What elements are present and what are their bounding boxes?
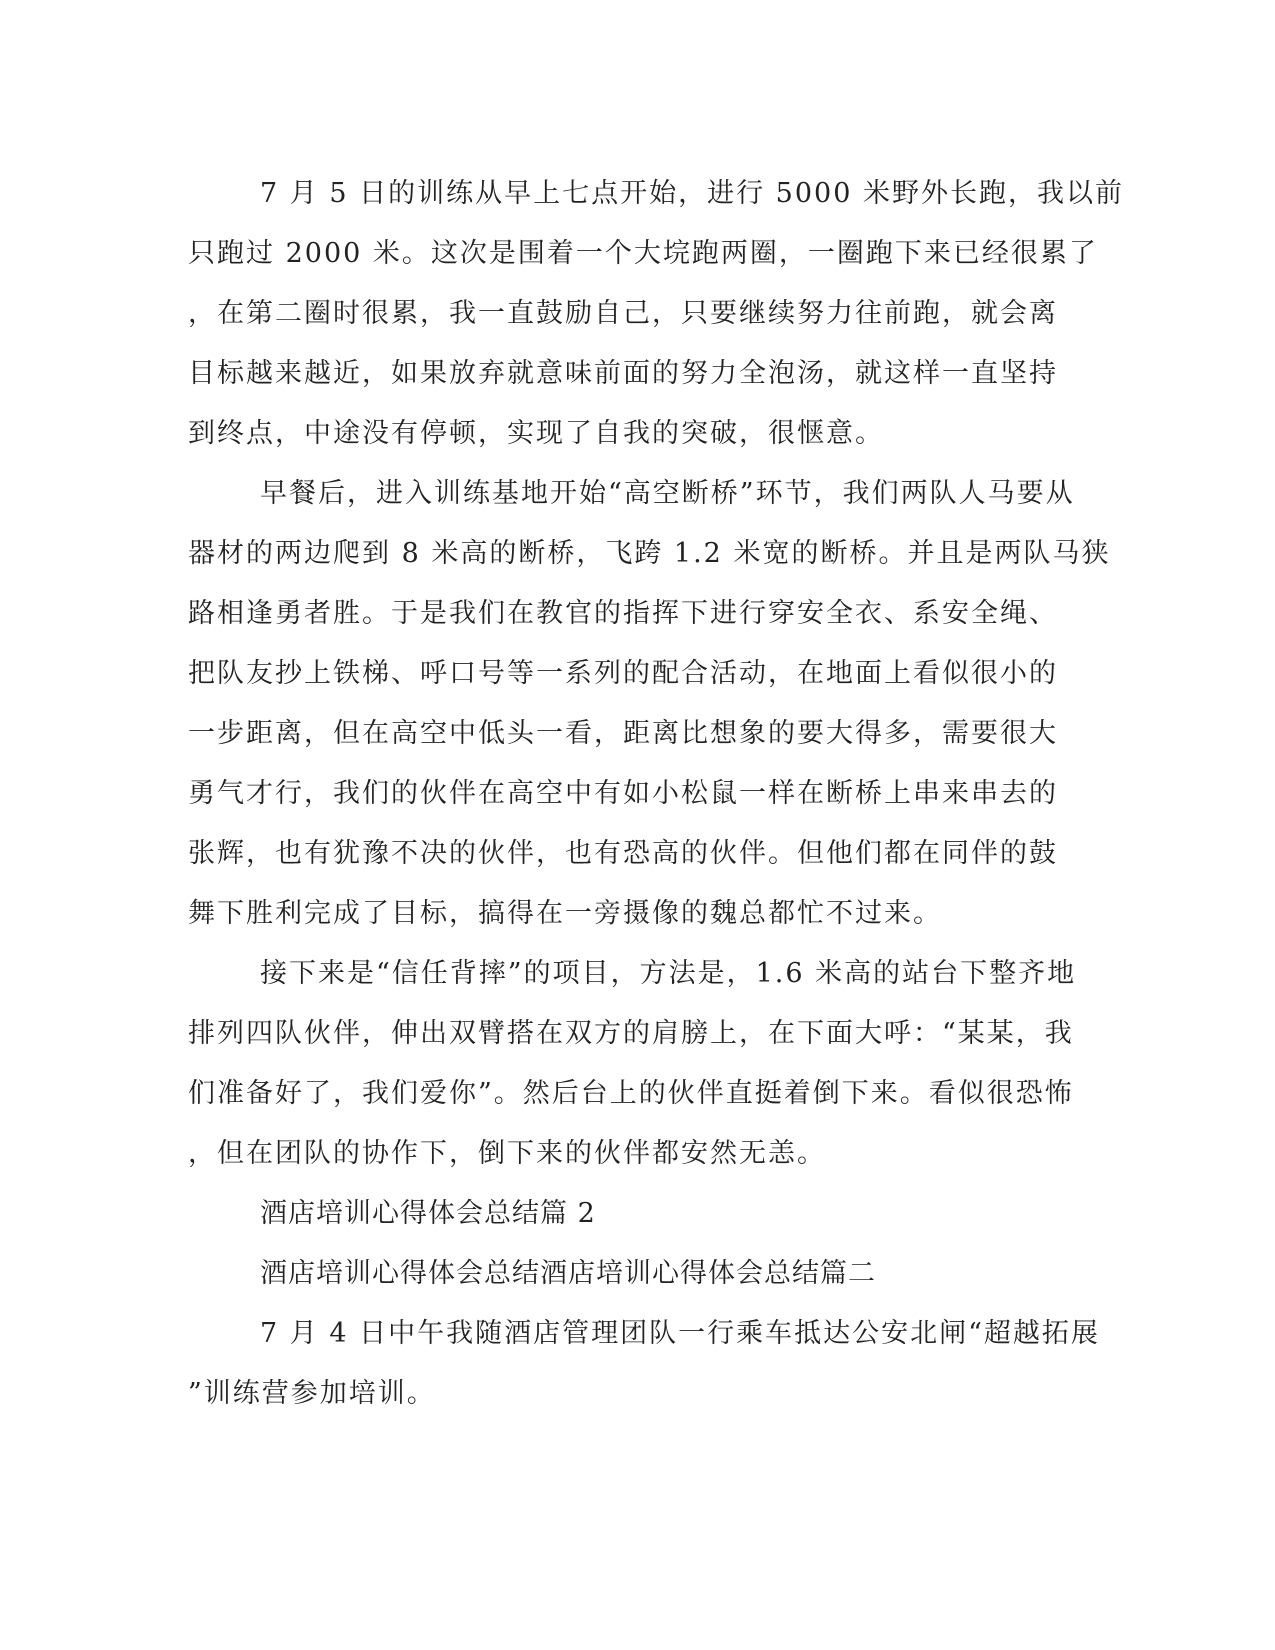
text-line: ，但在团队的协作下，倒下来的伙伴都安然无恙。 [188,1138,826,1169]
text-line: ，在第二圈时很累，我一直鼓励自己，只要继续努力往前跑，就会离 [188,298,1058,329]
paragraph-trust-fall [188,944,1088,1184]
text-line: 7 月 5 日的训练从早上七点开始，进行 5000 米野外长跑，我以前 [260,178,1124,209]
paragraph-high-bridge [188,464,1111,944]
text-line: 只跑过 2000 米。这次是围着一个大垸跑两圈，一圈跑下来已经很累了 [188,238,1098,269]
paragraph-arrival [188,1304,1100,1424]
text-line: 器材的两边爬到 8 米高的断桥，飞跨 1.2 米宽的断桥。并且是两队马狭 [188,538,1111,569]
text-line: 路相逢勇者胜。于是我们在教官的指挥下进行穿安全衣、系安全绳、 [188,598,1058,629]
text-line: 排列四队伙伴，伸出双臂搭在双方的肩膀上，在下面大呼：“某某，我 [188,1018,1074,1049]
text-line: 7 月 4 日中午我随酒店管理团队一行乘车抵达公安北闸“超越拓展 [260,1318,1100,1349]
text-line: 早餐后，进入训练基地开始“高空断桥”环节，我们两队人马要从 [260,478,1075,509]
text-line: 把队友抄上铁梯、呼口号等一系列的配合活动，在地面上看似很小的 [188,658,1058,689]
section-subheading: 酒店培训心得体会总结酒店培训心得体会总结篇二 [260,1258,876,1289]
text-line: 张辉，也有犹豫不决的伙伴，也有恐高的伙伴。但他们都在同伴的鼓 [188,838,1058,869]
text-line: 目标越来越近，如果放弃就意味前面的努力全泡汤，就这样一直坚持 [188,358,1058,389]
text-line: 到终点，中途没有停顿，实现了自我的突破，很惬意。 [188,418,884,449]
text-line: 勇气才行，我们的伙伴在高空中有如小松鼠一样在断桥上串来串去的 [188,778,1058,809]
text-line: 一步距离，但在高空中低头一看，距离比想象的要大得多，需要很大 [188,718,1058,749]
document-body [188,164,1124,1424]
paragraph-morning-run [188,164,1124,464]
section-heading: 酒店培训心得体会总结篇 2 [260,1198,596,1229]
text-line: 接下来是“信任背摔”的项目，方法是，1.6 米高的站台下整齐地 [260,958,1077,989]
text-line: 舞下胜利完成了目标，搞得在一旁摄像的魏总都忙不过来。 [188,898,942,929]
text-line: 们准备好了，我们爱你”。然后台上的伙伴直挺着倒下来。看似很恐怖 [188,1078,1074,1109]
text-line: ”训练营参加培训。 [188,1378,436,1409]
